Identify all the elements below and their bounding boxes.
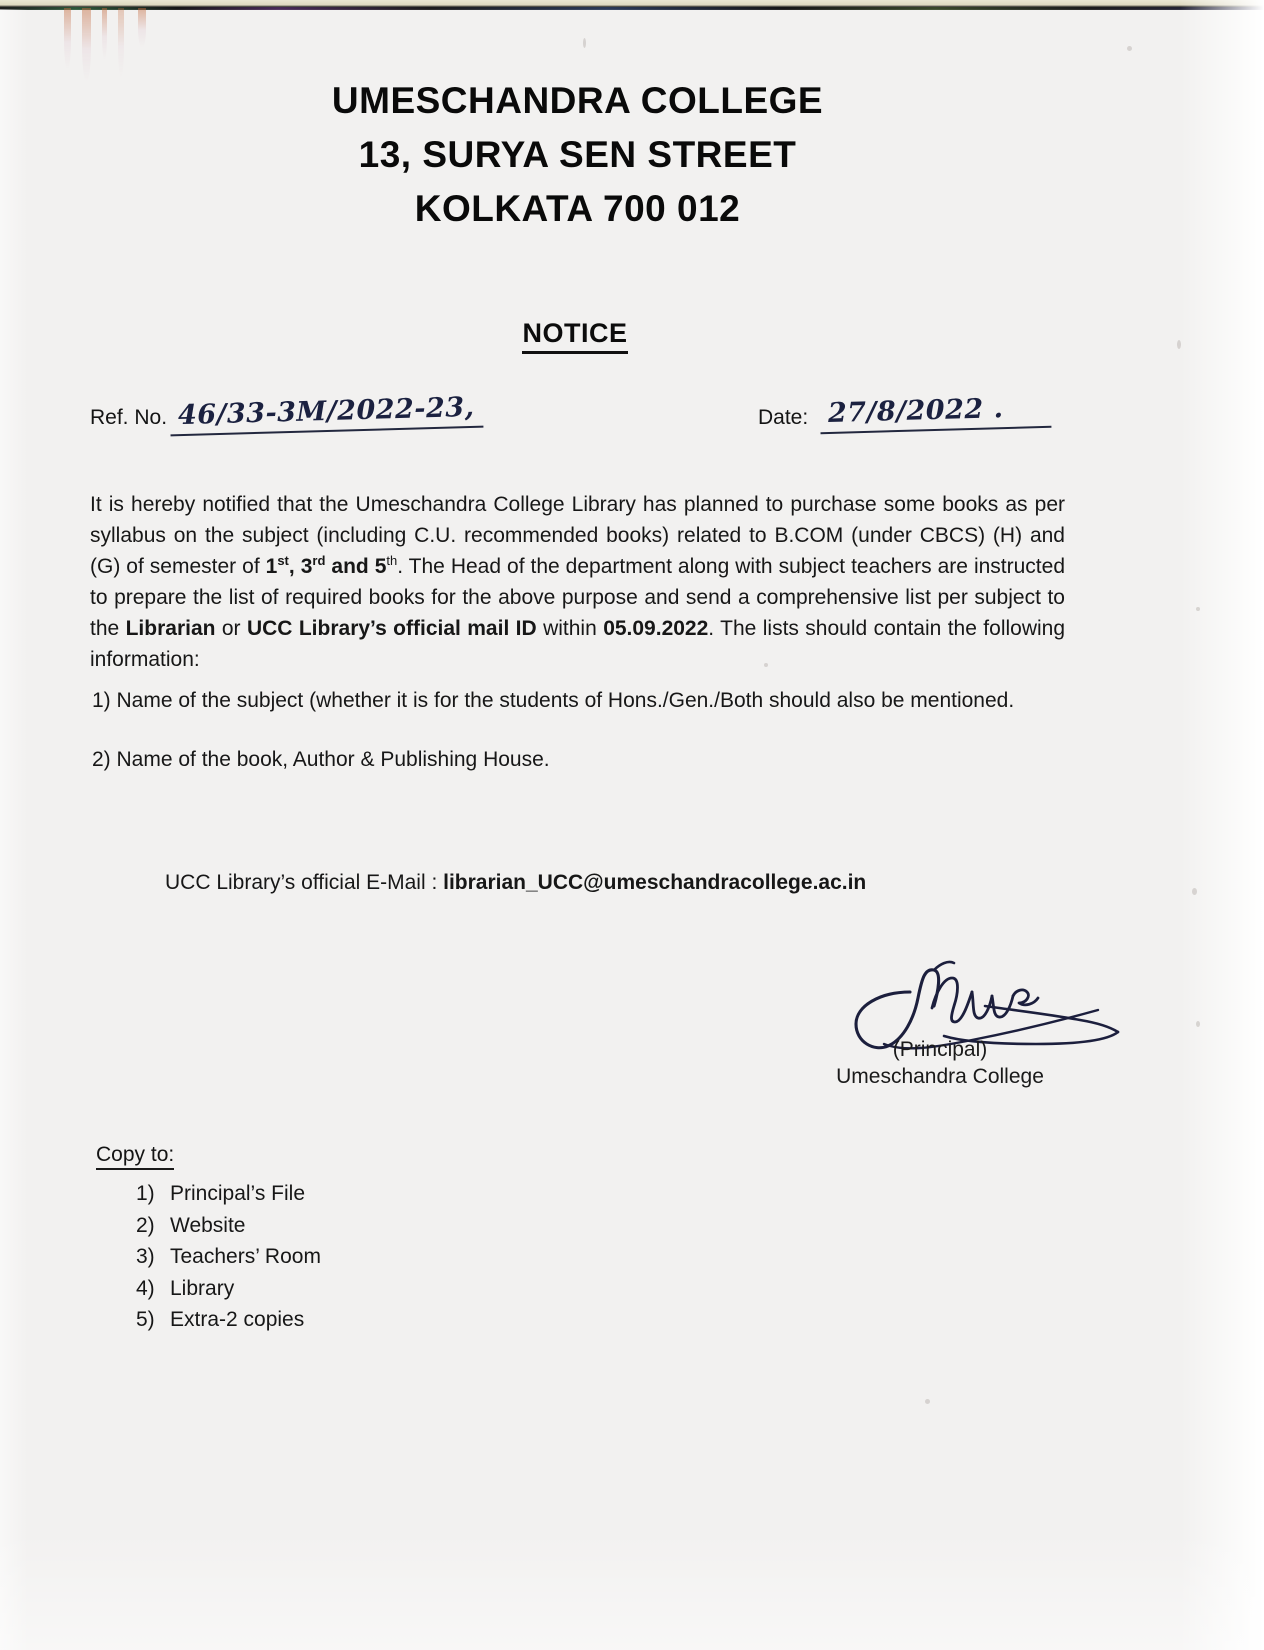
semester-1-suffix: st xyxy=(277,553,289,568)
letterhead xyxy=(0,74,1155,236)
semester-sep-1: , xyxy=(288,555,301,578)
date-handwritten-value: 27/8/2022 . xyxy=(820,392,1052,434)
college-street: 13, SURYA SEN STREET xyxy=(358,134,797,175)
semester-1: 1 xyxy=(265,555,278,578)
copy-to-section xyxy=(96,1143,516,1336)
semester-3: 3 xyxy=(300,555,313,578)
notice-heading-wrap xyxy=(0,318,1150,354)
copy-to-number: 5) xyxy=(136,1308,155,1331)
copy-to-item xyxy=(96,1178,516,1210)
copy-to-label: Library xyxy=(170,1276,235,1300)
email-address: librarian_UCC@umeschandracollege.ac.in xyxy=(443,871,867,894)
deadline-bold: 05.09.2022 xyxy=(603,617,709,640)
semester-5: 5 xyxy=(374,555,387,578)
body-part-5: . The lists should contain the following information: xyxy=(90,617,1066,671)
copy-to-label: Principal’s File xyxy=(170,1182,305,1205)
notice-title: NOTICE xyxy=(522,318,627,354)
copy-to-item xyxy=(96,1304,516,1336)
copy-to-list xyxy=(96,1178,516,1336)
college-name: UMESCHANDRA COLLEGE xyxy=(331,80,824,121)
college-city: KOLKATA 700 012 xyxy=(414,188,741,229)
copy-to-item xyxy=(96,1273,516,1305)
body-part-4: within xyxy=(536,617,604,640)
requirement-item: 2) Name of the book, Author & Publishing House. xyxy=(92,748,550,771)
copy-to-number: 1) xyxy=(136,1182,155,1205)
copy-to-label: Website xyxy=(170,1213,246,1237)
requirement-item: 1) Name of the subject (whether it is for the students of Hons./Gen./Both should also be mentioned. xyxy=(92,689,1015,712)
body-part-2: . The Head of the department along with subject teachers are instructed to prepare the list of required books for the above purpose and send a comprehensive list per subject to the xyxy=(90,555,1066,640)
copy-to-label: Extra-2 copies xyxy=(170,1308,305,1331)
body-part-3: or xyxy=(215,617,247,640)
signature-block xyxy=(760,948,1120,1090)
semester-5-suffix: th xyxy=(386,553,398,568)
copy-to-item xyxy=(96,1241,516,1273)
copy-to-item xyxy=(96,1210,516,1242)
mail-id-bold: UCC Library’s official mail ID xyxy=(246,617,537,640)
librarian-bold: Librarian xyxy=(125,617,216,640)
signature-title: (Principal) xyxy=(892,1038,988,1061)
ref-no-handwritten-value: 46/33-3M/2022-23, xyxy=(170,392,483,437)
semester-3-suffix: rd xyxy=(312,553,326,568)
copy-to-number: 2) xyxy=(136,1213,155,1237)
date-label: Date: xyxy=(758,406,809,429)
body-part-1: It is hereby notified that the Umeschandra College Library has planned to purchase some books as per syllabus on the subject (including C.U. recommended books) related to B.COM (under CBCS) (H) and (G) of semester of xyxy=(90,493,1065,578)
copy-to-number: 4) xyxy=(136,1276,155,1300)
reference-date-row xyxy=(90,391,1090,440)
semester-sep-2: and xyxy=(325,555,375,578)
copy-to-title: Copy to: xyxy=(96,1143,174,1170)
ref-no-label: Ref. No. xyxy=(90,406,168,429)
library-email-line xyxy=(165,871,866,895)
email-label: UCC Library’s official E-Mail : xyxy=(165,871,444,894)
copy-to-number: 3) xyxy=(136,1245,155,1268)
notice-body-paragraph xyxy=(90,489,1065,675)
copy-to-label: Teachers’ Room xyxy=(170,1245,321,1268)
signature-institution: Umeschandra College xyxy=(836,1065,1044,1088)
